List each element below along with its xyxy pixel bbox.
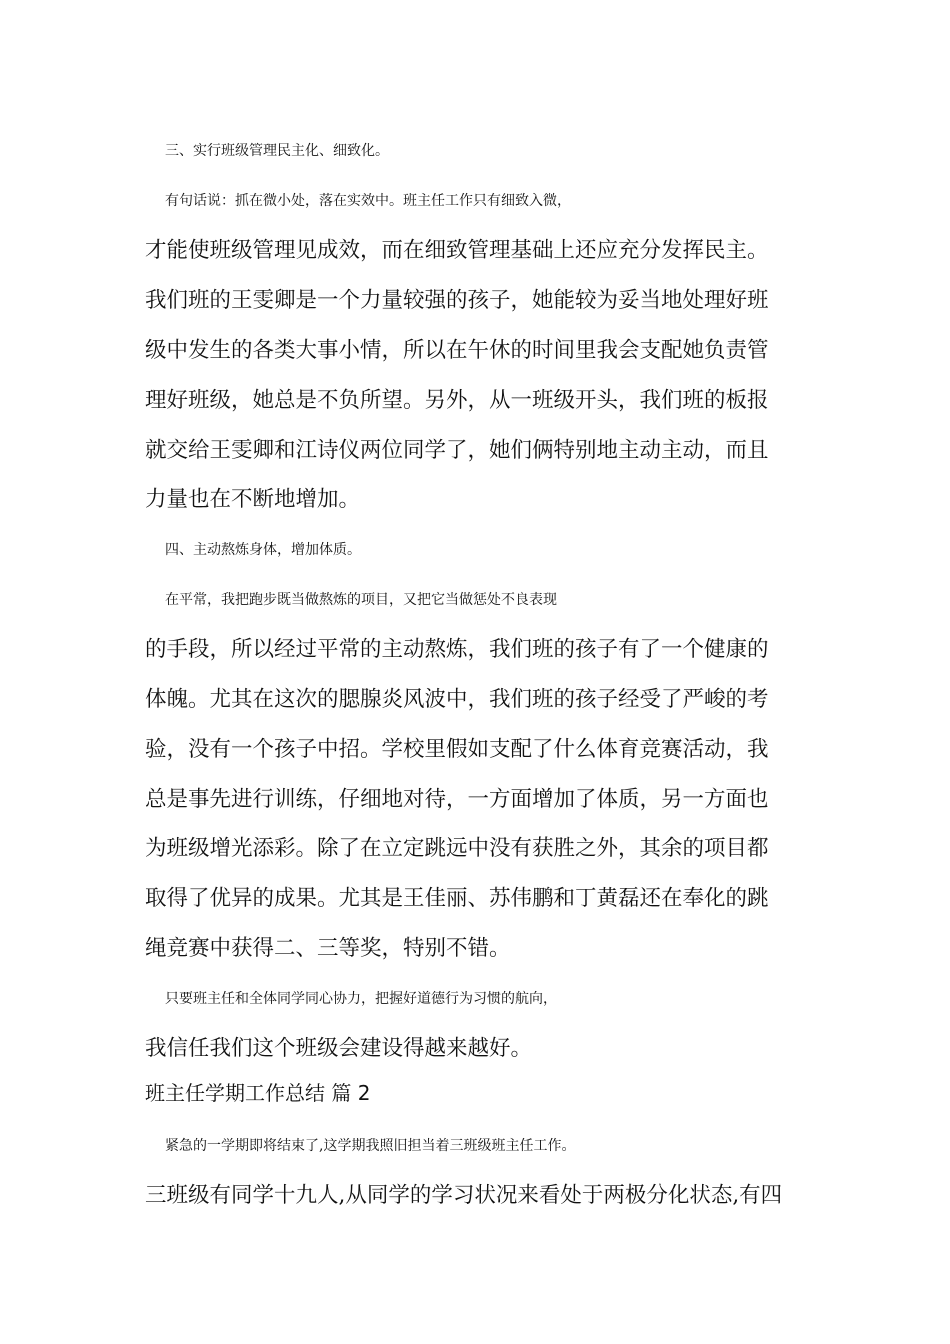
paragraph-line: 总是事先进行训练，仔细地对待，一方面增加了体质，另一方面也 [145, 787, 769, 812]
paragraph-line: 我们班的王雯卿是一个力量较强的孩子，她能较为妥当地处理好班 [145, 288, 769, 313]
paragraph-line: 理好班级，她总是不负所望。另外，从一班级开头，我们班的板报 [145, 388, 769, 413]
paragraph-line: 体魄。尤其在这次的腮腺炎风波中，我们班的孩子经受了严峻的考 [145, 687, 769, 712]
paragraph-line: 验，没有一个孩子中招。学校里假如支配了什么体育竞赛活动，我 [145, 737, 769, 762]
paragraph-line: 的手段，所以经过平常的主动熬炼，我们班的孩子有了一个健康的 [145, 637, 769, 662]
paragraph-line: 只要班主任和全体同学同心协力，把握好道德行为习惯的航向， [165, 991, 557, 1007]
paragraph-line: 级中发生的各类大事小情，所以在午休的时间里我会支配她负责管 [145, 338, 769, 363]
paragraph-line: 力量也在不断地增加。 [145, 487, 361, 512]
paragraph-line: 三班级有同学十九人,从同学的学习状况来看处于两极分化状态,有四 [145, 1183, 783, 1208]
paragraph-line: 紧急的一学期即将结束了,这学期我照旧担当着三班级班主任工作。 [165, 1138, 576, 1154]
section-four-heading: 四、主动熬炼身体，增加体质。 [165, 542, 361, 558]
section-three-heading: 三、实行班级管理民主化、细致化。 [165, 143, 389, 159]
paragraph-line: 就交给王雯卿和江诗仪两位同学了，她们俩特别地主动主动，而且 [145, 438, 769, 463]
paragraph-line: 有句话说：抓在微小处，落在实效中。班主任工作只有细致入微， [165, 193, 571, 209]
section-title: 班主任学期工作总结 篇 2 [145, 1081, 371, 1105]
paragraph-line: 我信任我们这个班级会建设得越来越好。 [145, 1036, 533, 1061]
paragraph-line: 在平常，我把跑步既当做熬炼的项目，又把它当做惩处不良表现 [165, 592, 557, 608]
paragraph-line: 才能使班级管理见成效，而在细致管理基础上还应充分发挥民主。 [145, 238, 769, 263]
paragraph-line: 绳竞赛中获得二、三等奖，特别不错。 [145, 936, 511, 961]
paragraph-line: 取得了优异的成果。尤其是王佳丽、苏伟鹏和丁黄磊还在奉化的跳 [145, 886, 769, 911]
paragraph-line: 为班级增光添彩。除了在立定跳远中没有获胜之外，其余的项目都 [145, 836, 769, 861]
